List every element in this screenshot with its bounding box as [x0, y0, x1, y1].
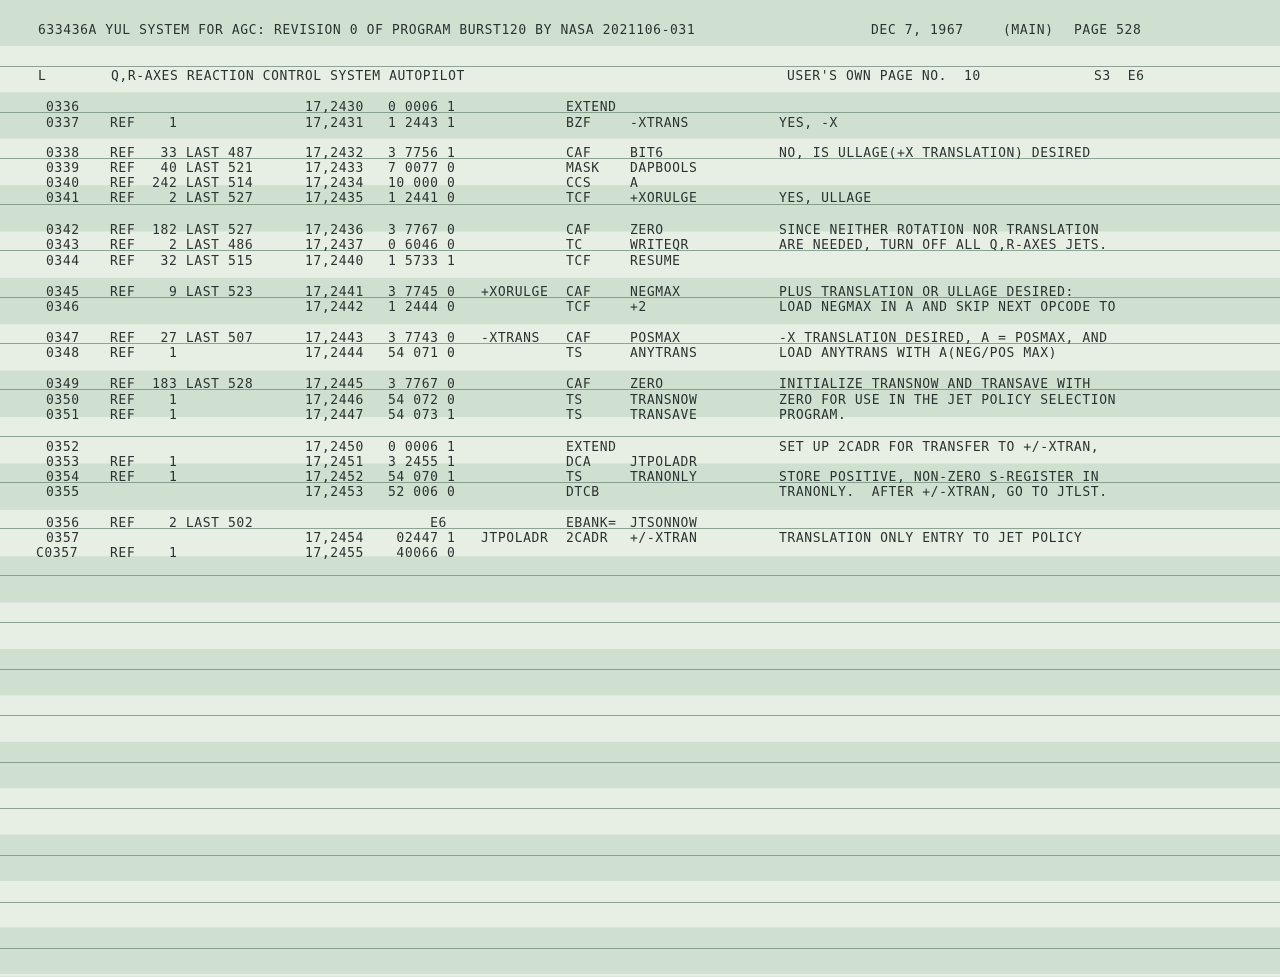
line-seq: 0354	[46, 470, 80, 485]
line-operand: +/-XTRAN	[630, 531, 698, 546]
line-seq: 0341	[46, 191, 80, 206]
line-comment: -X TRANSLATION DESIRED, A = POSMAX, AND	[779, 331, 1108, 346]
line-word: 1 5733 1	[388, 254, 456, 269]
line-opcode: EBANK=	[566, 516, 617, 531]
line-word: 3 2455 1	[388, 455, 456, 470]
line-operand: TRANSNOW	[630, 393, 698, 408]
line-address: 17,2440	[305, 254, 364, 269]
line-opcode: 2CADR	[566, 531, 609, 546]
line-seq: 0353	[46, 455, 80, 470]
line-address: 17,2430	[305, 100, 364, 115]
line-address: 17,2432	[305, 146, 364, 161]
line-opcode: TS	[566, 393, 583, 408]
line-operand: TRANSAVE	[630, 408, 698, 423]
line-operand: +2	[630, 300, 647, 315]
line-address: 17,2455	[305, 546, 364, 561]
line-comment: SINCE NEITHER ROTATION NOR TRANSLATION	[779, 223, 1100, 238]
line-seq: 0346	[46, 300, 80, 315]
line-word: 3 7756 1	[388, 146, 456, 161]
line-seq: 0356	[46, 516, 80, 531]
line-address: 17,2443	[305, 331, 364, 346]
line-word: 54 070 1	[388, 470, 456, 485]
line-opcode: TCF	[566, 254, 592, 269]
line-ref: REF 33 LAST 487	[110, 146, 254, 161]
line-ref: REF 1	[110, 455, 178, 470]
header-date: DEC 7, 1967	[871, 23, 964, 38]
line-comment: LOAD ANYTRANS WITH A(NEG/POS MAX)	[779, 346, 1058, 361]
line-word: 3 7767 0	[388, 223, 456, 238]
line-opcode: BZF	[566, 116, 592, 131]
line-seq: 0343	[46, 238, 80, 253]
line-comment: YES, ULLAGE	[779, 191, 872, 206]
line-seq: 0350	[46, 393, 80, 408]
line-comment: NO, IS ULLAGE(+X TRANSLATION) DESIRED	[779, 146, 1091, 161]
line-operand: A	[630, 176, 639, 191]
line-ref: REF 183 LAST 528	[110, 377, 254, 392]
line-opcode: CAF	[566, 377, 592, 392]
line-opcode: TS	[566, 470, 583, 485]
header-program-info: 633436A YUL SYSTEM FOR AGC: REVISION 0 OF PROGRAM BURST120 BY NASA 2021106-031	[38, 23, 696, 38]
line-address: 17,2442	[305, 300, 364, 315]
line-word: 0 0006 1	[388, 100, 456, 115]
line-seq: 0347	[46, 331, 80, 346]
line-seq: 0349	[46, 377, 80, 392]
subheader-code: S3 E6	[1094, 69, 1145, 84]
line-word: 54 071 0	[388, 346, 456, 361]
line-label: +XORULGE	[481, 285, 549, 300]
line-word: 0 0006 1	[388, 440, 456, 455]
line-label: -XTRANS	[481, 331, 540, 346]
line-comment: ZERO FOR USE IN THE JET POLICY SELECTION	[779, 393, 1117, 408]
line-word: 52 006 0	[388, 485, 456, 500]
line-address: 17,2434	[305, 176, 364, 191]
line-address: 17,2452	[305, 470, 364, 485]
line-address: 17,2446	[305, 393, 364, 408]
line-ref: REF 2 LAST 486	[110, 238, 254, 253]
line-comment: PLUS TRANSLATION OR ULLAGE DESIRED:	[779, 285, 1074, 300]
line-ref: REF 1	[110, 346, 178, 361]
line-comment: PROGRAM.	[779, 408, 847, 423]
line-address: 17,2433	[305, 161, 364, 176]
line-seq: C0357	[36, 546, 79, 561]
line-word: 40066 0	[388, 546, 456, 561]
line-comment: TRANONLY. AFTER +/-XTRAN, GO TO JTLST.	[779, 485, 1108, 500]
line-operand: ZERO	[630, 223, 664, 238]
line-word: 0 6046 0	[388, 238, 456, 253]
line-word: 10 000 0	[388, 176, 456, 191]
line-operand: WRITEQR	[630, 238, 689, 253]
line-opcode: TCF	[566, 191, 592, 206]
line-opcode: TC	[566, 238, 583, 253]
line-opcode: TCF	[566, 300, 592, 315]
line-address: 17,2437	[305, 238, 364, 253]
line-opcode: MASK	[566, 161, 600, 176]
line-seq: 0339	[46, 161, 80, 176]
line-ref: REF 32 LAST 515	[110, 254, 254, 269]
line-ref: REF 40 LAST 521	[110, 161, 254, 176]
line-comment: YES, -X	[779, 116, 838, 131]
line-ref: REF 2 LAST 502	[110, 516, 254, 531]
line-ref: REF 1	[110, 393, 178, 408]
line-comment: ARE NEEDED, TURN OFF ALL Q,R-AXES JETS.	[779, 238, 1108, 253]
line-opcode: CAF	[566, 331, 592, 346]
line-word: 1 2441 0	[388, 191, 456, 206]
line-address: 17,2453	[305, 485, 364, 500]
line-operand: BIT6	[630, 146, 664, 161]
line-opcode: DCA	[566, 455, 592, 470]
line-opcode: CAF	[566, 223, 592, 238]
line-comment: LOAD NEGMAX IN A AND SKIP NEXT OPCODE TO	[779, 300, 1117, 315]
line-address: 17,2450	[305, 440, 364, 455]
line-opcode: TS	[566, 408, 583, 423]
line-word: 1 2443 1	[388, 116, 456, 131]
line-opcode: CAF	[566, 285, 592, 300]
line-address: 17,2444	[305, 346, 364, 361]
line-operand: RESUME	[630, 254, 681, 269]
line-seq: 0342	[46, 223, 80, 238]
line-word: 1 2444 0	[388, 300, 456, 315]
line-address: 17,2447	[305, 408, 364, 423]
line-operand: JTPOLADR	[630, 455, 698, 470]
line-comment: STORE POSITIVE, NON-ZERO S-REGISTER IN	[779, 470, 1100, 485]
subheader-flag: L	[38, 69, 47, 84]
line-seq: 0345	[46, 285, 80, 300]
subheader-title: Q,R-AXES REACTION CONTROL SYSTEM AUTOPILOT	[111, 69, 465, 84]
line-comment: INITIALIZE TRANSNOW AND TRANSAVE WITH	[779, 377, 1091, 392]
line-word: 3 7767 0	[388, 377, 456, 392]
line-ref: REF 27 LAST 507	[110, 331, 254, 346]
line-seq: 0357	[46, 531, 80, 546]
line-operand: +XORULGE	[630, 191, 698, 206]
line-seq: 0336	[46, 100, 80, 115]
line-label: JTPOLADR	[481, 531, 549, 546]
line-seq: 0351	[46, 408, 80, 423]
line-word: 7 0077 0	[388, 161, 456, 176]
line-seq: 0340	[46, 176, 80, 191]
line-word: 3 7743 0	[388, 331, 456, 346]
line-ref: REF 9 LAST 523	[110, 285, 254, 300]
line-opcode: TS	[566, 346, 583, 361]
line-operand: TRANONLY	[630, 470, 698, 485]
line-ref: REF 1	[110, 470, 178, 485]
line-address: 17,2431	[305, 116, 364, 131]
line-comment: TRANSLATION ONLY ENTRY TO JET POLICY	[779, 531, 1083, 546]
line-seq: 0355	[46, 485, 80, 500]
line-seq: 0344	[46, 254, 80, 269]
line-ref: REF 1	[110, 546, 178, 561]
line-word: 3 7745 0	[388, 285, 456, 300]
header-page-number: PAGE 528	[1074, 23, 1142, 38]
line-address: 17,2445	[305, 377, 364, 392]
line-ref: REF 1	[110, 408, 178, 423]
line-comment: SET UP 2CADR FOR TRANSFER TO +/-XTRAN,	[779, 440, 1100, 455]
line-operand: ZERO	[630, 377, 664, 392]
line-seq: 0337	[46, 116, 80, 131]
line-word: 02447 1	[388, 531, 456, 546]
line-operand: DAPBOOLS	[630, 161, 698, 176]
line-opcode: CAF	[566, 146, 592, 161]
line-ref: REF 182 LAST 527	[110, 223, 254, 238]
line-seq: 0348	[46, 346, 80, 361]
line-word: 54 073 1	[388, 408, 456, 423]
line-ref: REF 1	[110, 116, 178, 131]
line-opcode: DTCB	[566, 485, 600, 500]
line-word: E6	[388, 516, 447, 531]
subheader-user-page: USER'S OWN PAGE NO. 10	[787, 69, 981, 84]
line-ref: REF 2 LAST 527	[110, 191, 254, 206]
line-opcode: EXTEND	[566, 440, 617, 455]
line-opcode: EXTEND	[566, 100, 617, 115]
line-operand: NEGMAX	[630, 285, 681, 300]
line-operand: JTSONNOW	[630, 516, 698, 531]
line-address: 17,2441	[305, 285, 364, 300]
line-opcode: CCS	[566, 176, 592, 191]
line-address: 17,2435	[305, 191, 364, 206]
line-address: 17,2436	[305, 223, 364, 238]
line-operand: ANYTRANS	[630, 346, 698, 361]
line-address: 17,2454	[305, 531, 364, 546]
header-mode: (MAIN)	[1003, 23, 1054, 38]
line-seq: 0352	[46, 440, 80, 455]
line-ref: REF 242 LAST 514	[110, 176, 254, 191]
line-address: 17,2451	[305, 455, 364, 470]
line-operand: POSMAX	[630, 331, 681, 346]
line-seq: 0338	[46, 146, 80, 161]
line-word: 54 072 0	[388, 393, 456, 408]
line-operand: -XTRANS	[630, 116, 689, 131]
